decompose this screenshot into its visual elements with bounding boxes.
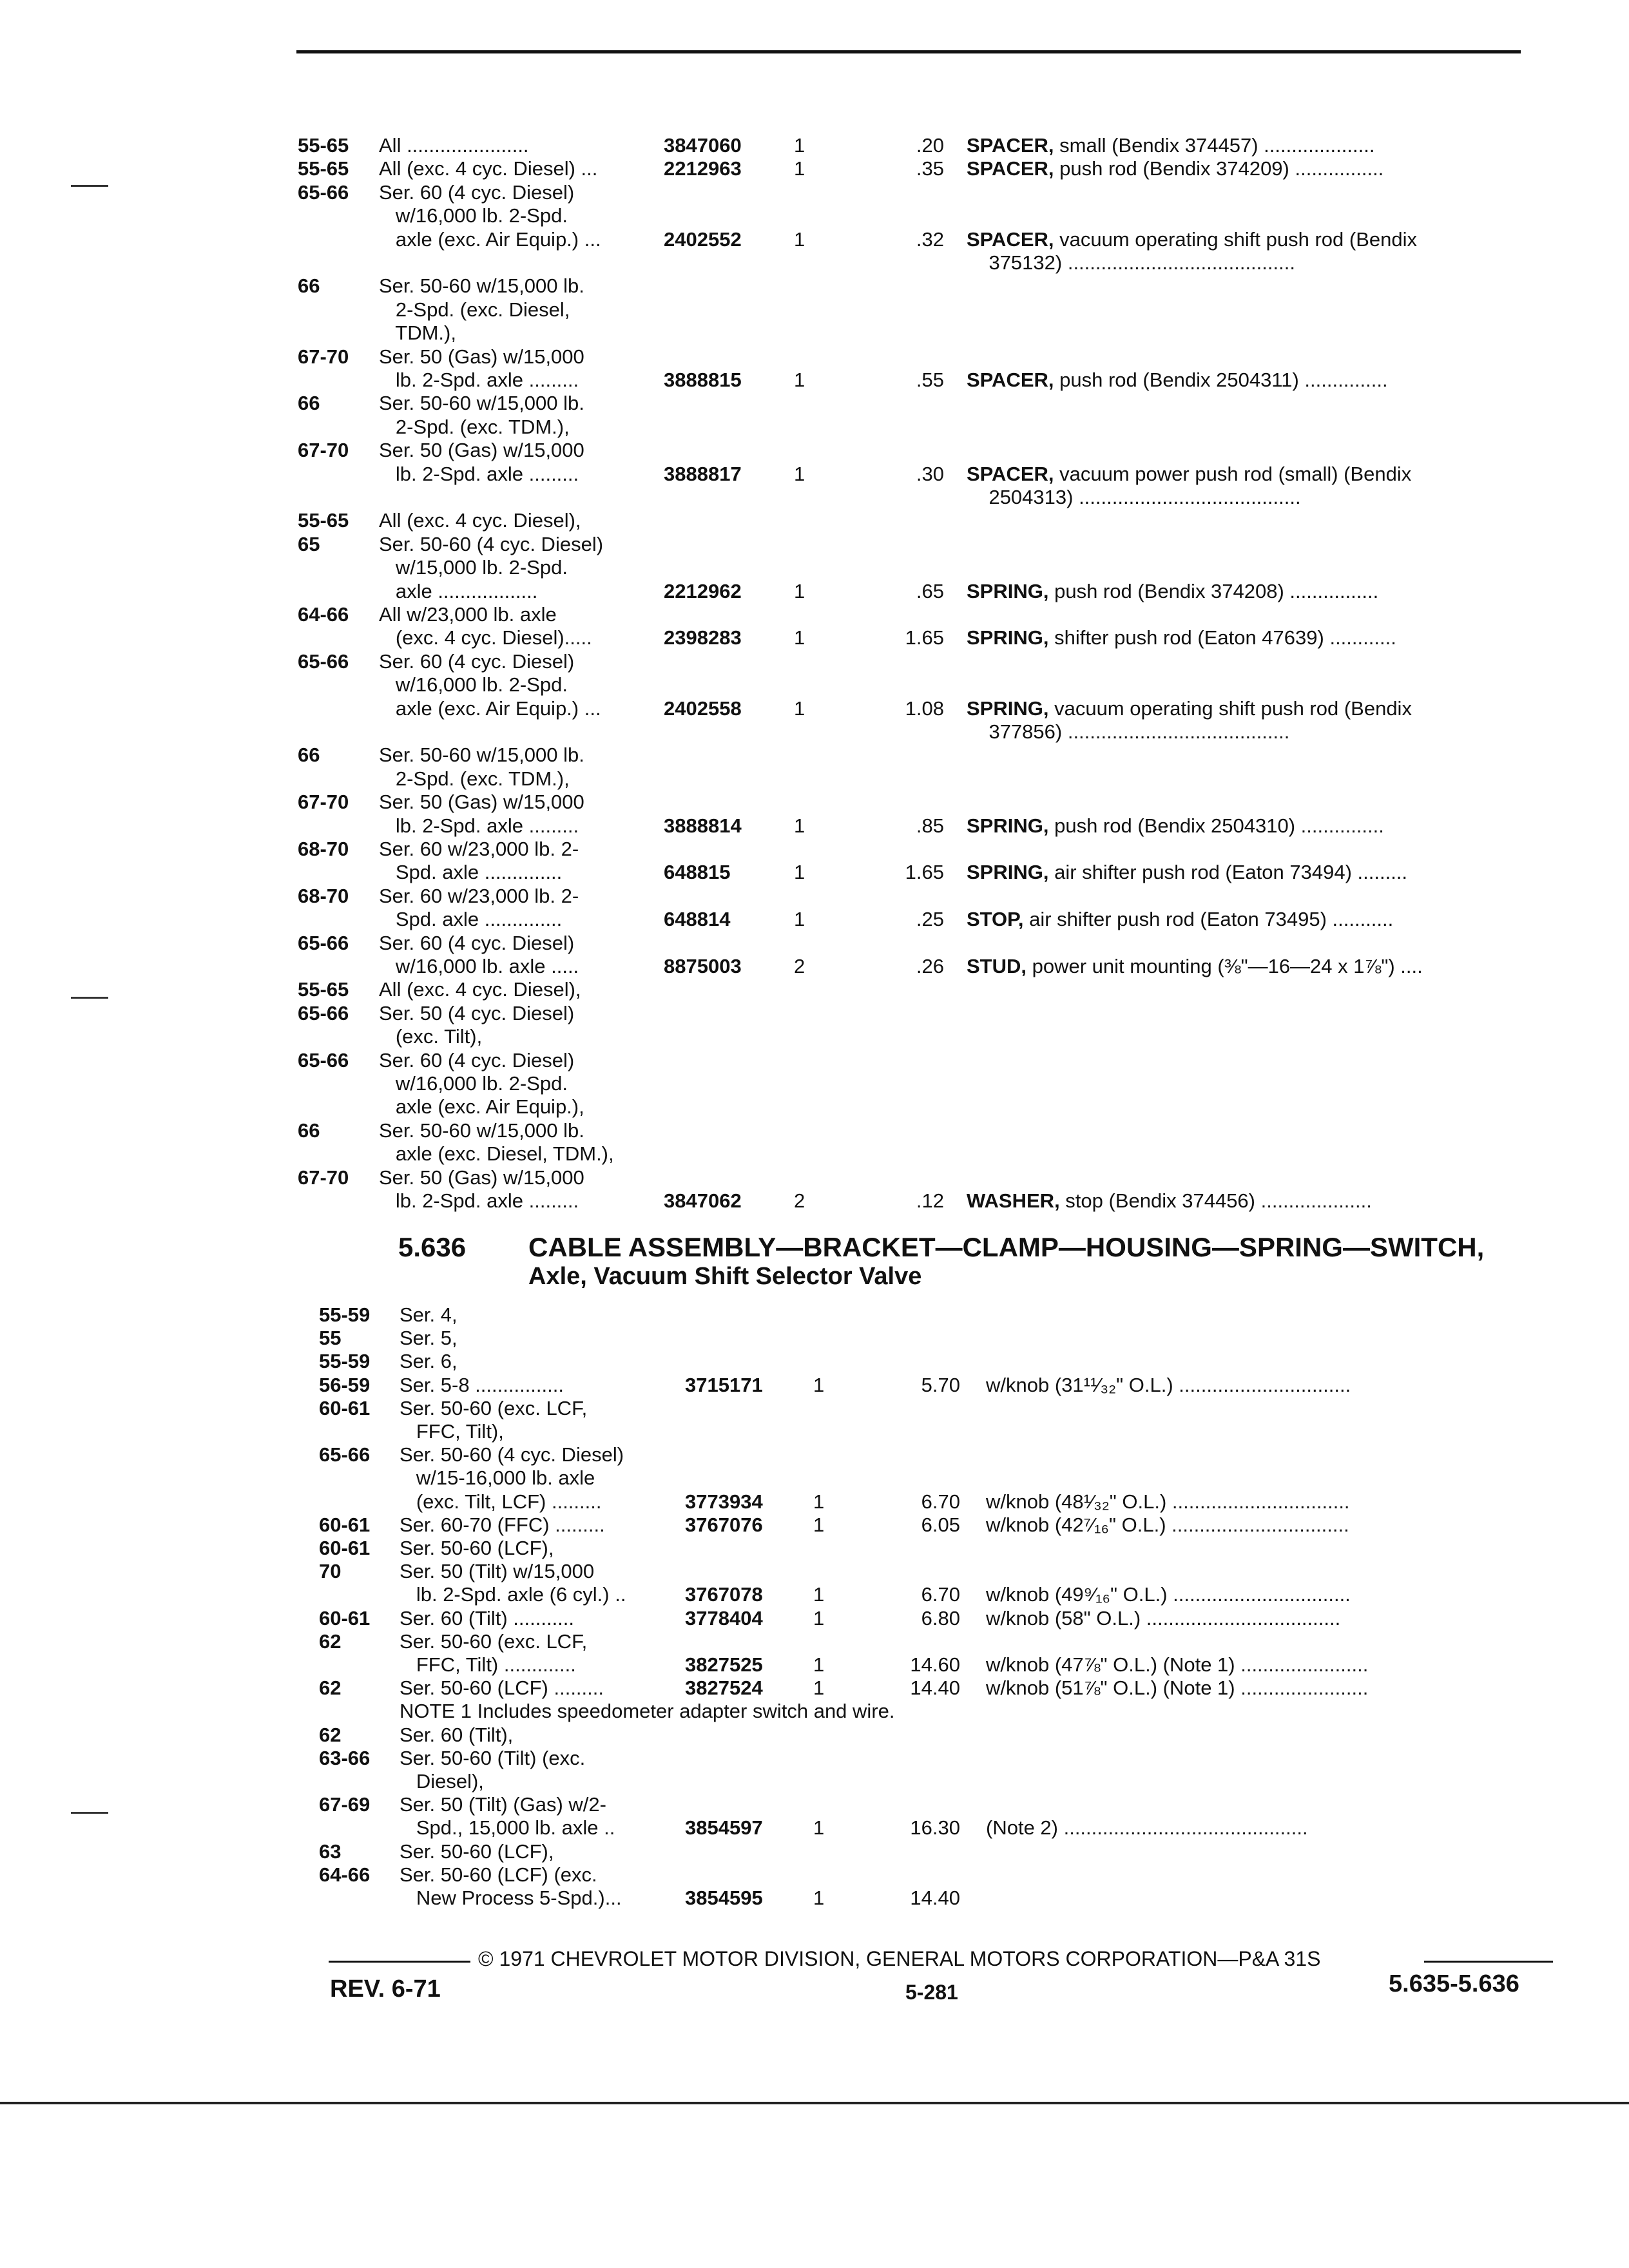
part-name: SPACER,: [967, 134, 1054, 157]
application: Ser. 60 (4 cyc. Diesel): [379, 180, 575, 204]
description-text: air shifter push rod (Eaton 73494) .........: [1048, 861, 1408, 884]
part-name: SPACER,: [967, 462, 1054, 485]
part-number: 2402552: [664, 227, 742, 251]
application: All w/23,000 lb. axle: [379, 603, 557, 626]
description-text: vacuum operating shift push rod (Bendix: [1054, 227, 1417, 251]
part-number: 2212963: [664, 157, 742, 180]
quantity: 1: [813, 1583, 825, 1606]
part-number: 2398283: [664, 626, 742, 649]
model-year: 65: [298, 532, 320, 555]
application: Ser. 50-60 w/15,000 lb.: [379, 392, 584, 415]
revision-label: REV. 6-71: [330, 1975, 441, 2003]
model-year: 64-66: [319, 1863, 371, 1886]
footer-rule-left: [329, 1961, 470, 1963]
quantity: 1: [794, 814, 805, 837]
quantity: 1: [794, 908, 805, 931]
description-text: push rod (Bendix 374209) ................: [1054, 157, 1384, 180]
application: w/16,000 lb. 2-Spd.: [379, 673, 568, 697]
application: Ser. 60 w/23,000 lb. 2-: [379, 838, 579, 860]
model-year: 55-65: [298, 978, 349, 1001]
section-subtitle: Axle, Vacuum Shift Selector Valve: [528, 1263, 922, 1290]
price: .30: [916, 462, 944, 485]
application: axle (exc. Air Equip.) ...: [379, 697, 601, 720]
model-year: 65-66: [298, 931, 349, 954]
price: .20: [916, 134, 944, 157]
application: Ser. 50-60 (4 cyc. Diesel): [400, 1443, 624, 1466]
description-text: vacuum power push rod (small) (Bendix: [1054, 462, 1412, 485]
application: Ser. 50-60 (LCF) .........: [400, 1677, 604, 1700]
application: lb. 2-Spd. axle .........: [379, 462, 579, 485]
description: [967, 463, 1411, 486]
quantity: 1: [813, 1606, 825, 1629]
part-name: SPACER,: [967, 227, 1054, 251]
description: [967, 955, 1423, 978]
application: Ser. 50-60 (LCF),: [400, 1537, 554, 1559]
application: Ser. 5,: [400, 1327, 458, 1350]
description-text: w/knob (48¹⁄₃₂" O.L.) ................................: [986, 1490, 1350, 1513]
description: [986, 1490, 1350, 1514]
part-name: STUD,: [967, 955, 1027, 977]
application: All (exc. 4 cyc. Diesel),: [379, 509, 581, 532]
description: [967, 369, 1388, 392]
description-text: vacuum operating shift push rod (Bendix: [1048, 697, 1412, 720]
footer-rule-right: [1424, 1961, 1553, 1963]
application: Ser. 50-60 (LCF),: [400, 1840, 554, 1863]
description: [967, 861, 1407, 884]
model-year: 66: [298, 274, 320, 298]
application: Ser. 60 (Tilt) ...........: [400, 1606, 575, 1629]
application: Ser. 50-60 (exc. LCF,: [400, 1396, 588, 1419]
description: [967, 626, 1396, 649]
application: Spd., 15,000 lb. axle ..: [400, 1816, 615, 1840]
part-name: SPRING,: [967, 861, 1049, 884]
model-year: 66: [298, 1119, 320, 1142]
part-number: 3767076: [685, 1513, 763, 1536]
part-name: SPACER,: [967, 157, 1054, 180]
model-year: 63-66: [319, 1746, 371, 1769]
quantity: 1: [813, 1513, 825, 1536]
price: .65: [916, 579, 944, 602]
part-number: 8875003: [664, 955, 742, 977]
application: Ser. 50-60 (4 cyc. Diesel): [379, 532, 604, 555]
part-name: STOP,: [967, 908, 1024, 931]
quantity: 1: [813, 1653, 825, 1676]
model-year: 55-59: [319, 1350, 371, 1373]
application: w/16,000 lb. axle .....: [379, 955, 579, 977]
description: [986, 1514, 1349, 1537]
description-text: w/knob (58" O.L.) ...................................: [986, 1606, 1341, 1629]
description-text: push rod (Bendix 374208) ................: [1048, 579, 1379, 602]
description: [967, 580, 1378, 603]
description: [967, 157, 1383, 180]
description: [967, 134, 1374, 157]
application: NOTE 1 Includes speedometer adapter switch and wire.: [400, 1700, 895, 1723]
model-year: 56-59: [319, 1373, 371, 1396]
quantity: 1: [813, 1677, 825, 1700]
part-name: SPRING,: [967, 626, 1049, 649]
quantity: 1: [813, 1373, 825, 1396]
part-number: 2402558: [664, 697, 742, 720]
part-name: SPRING,: [967, 697, 1049, 720]
part-number: 3767078: [685, 1583, 763, 1606]
application: TDM.),: [379, 322, 456, 345]
model-year: 55-65: [298, 134, 349, 157]
section-title: CABLE ASSEMBLY—BRACKET—CLAMP—HOUSING—SPRING—SWITCH,: [528, 1232, 1485, 1262]
application: Spd. axle ..............: [379, 908, 563, 931]
application: (exc. Tilt),: [379, 1025, 483, 1048]
model-year: 62: [319, 1629, 342, 1653]
description-text: 377856) ........................................: [967, 720, 1290, 743]
copyright-line: © 1971 CHEVROLET MOTOR DIVISION, GENERAL MOTORS CORPORATION—P&A 31S: [478, 1947, 1321, 1970]
quantity: 1: [794, 134, 805, 157]
part-name: SPACER,: [967, 369, 1054, 391]
part-number: 3888817: [664, 462, 742, 485]
price: 6.05: [921, 1513, 960, 1536]
price: .25: [916, 908, 944, 931]
description-text: w/knob (51⅞" O.L.) (Note 1) .......................: [986, 1677, 1369, 1700]
price: 14.40: [910, 1887, 960, 1909]
application: All (exc. 4 cyc. Diesel),: [379, 978, 581, 1001]
description: [967, 908, 1393, 931]
quantity: 1: [813, 1887, 825, 1909]
description-text: w/knob (47⅞" O.L.) (Note 1) .......................: [986, 1653, 1369, 1676]
description-text: small (Bendix 374457) ....................: [1054, 134, 1375, 157]
price: 1.08: [905, 697, 944, 720]
price: .26: [916, 955, 944, 977]
price: 14.60: [910, 1653, 960, 1676]
quantity: 1: [794, 157, 805, 180]
application: Ser. 5-8 ................: [400, 1373, 564, 1396]
model-year: 67-69: [319, 1793, 371, 1816]
application: Ser. 50-60 w/15,000 lb.: [379, 744, 584, 767]
application: FFC, Tilt),: [400, 1420, 504, 1443]
model-year: 65-66: [298, 649, 349, 673]
application: Ser. 50-60 (Tilt) (exc.: [400, 1746, 586, 1769]
price: 5.70: [921, 1373, 960, 1396]
description-text: power unit mounting (⅜"—16—24 x 1⅞") ....: [1027, 955, 1423, 977]
description-text: w/knob (31¹¹⁄₃₂" O.L.) ...............................: [986, 1373, 1351, 1396]
part-number: 3854595: [685, 1887, 763, 1909]
description-text: (Note 2) ............................................: [986, 1816, 1308, 1840]
application: lb. 2-Spd. axle .........: [379, 814, 579, 837]
part-number: 3888814: [664, 814, 742, 837]
application: FFC, Tilt) .............: [400, 1653, 576, 1676]
description: [967, 720, 1289, 744]
price: .55: [916, 369, 944, 391]
description-text: shifter push rod (Eaton 47639) ............: [1048, 626, 1396, 649]
application: Ser. 50 (Gas) w/15,000: [379, 1166, 584, 1189]
application: lb. 2-Spd. axle (6 cyl.) ..: [400, 1583, 626, 1606]
application: Ser. 50-60 (LCF) (exc.: [400, 1863, 597, 1886]
part-number: 3778404: [685, 1606, 763, 1629]
description: [986, 1677, 1368, 1700]
description: [986, 1816, 1308, 1840]
model-year: 67-70: [298, 439, 349, 462]
part-number: 2212962: [664, 579, 742, 602]
description-text: air shifter push rod (Eaton 73495) ...........: [1023, 908, 1394, 931]
model-year: 65-66: [298, 1001, 349, 1024]
application: 2-Spd. (exc. Diesel,: [379, 298, 570, 321]
model-year: 67-70: [298, 1166, 349, 1189]
application: Ser. 60-70 (FFC) .........: [400, 1513, 605, 1536]
application: lb. 2-Spd. axle .........: [379, 1189, 579, 1212]
description: [967, 814, 1384, 838]
model-year: 62: [319, 1723, 342, 1746]
price: 1.65: [905, 861, 944, 884]
price: 1.65: [905, 626, 944, 649]
model-year: 55: [319, 1327, 342, 1350]
part-name: SPRING,: [967, 579, 1049, 602]
application: Ser. 50-60 (exc. LCF,: [400, 1629, 588, 1653]
price: 6.80: [921, 1606, 960, 1629]
description-text: 2504313) ........................................: [967, 486, 1301, 508]
part-number: 3854597: [685, 1816, 763, 1840]
part-name: WASHER,: [967, 1189, 1060, 1212]
description-text: 375132) .........................................: [967, 251, 1295, 274]
application: Ser. 60 w/23,000 lb. 2-: [379, 884, 579, 907]
application: New Process 5-Spd.)...: [400, 1887, 622, 1909]
application: Ser. 50 (Gas) w/15,000: [379, 439, 584, 462]
description-text: w/knob (42⁷⁄₁₆" O.L.) ................................: [986, 1513, 1349, 1536]
price: 6.70: [921, 1490, 960, 1513]
part-name: SPRING,: [967, 814, 1049, 837]
model-year: 67-70: [298, 791, 349, 814]
description: [986, 1374, 1351, 1397]
application: axle (exc. Air Equip.),: [379, 1095, 584, 1119]
price: 6.70: [921, 1583, 960, 1606]
application: w/16,000 lb. 2-Spd.: [379, 1072, 568, 1095]
application: Ser. 60 (4 cyc. Diesel): [379, 931, 575, 954]
application: Ser. 60 (4 cyc. Diesel): [379, 649, 575, 673]
model-year: 60-61: [319, 1537, 371, 1559]
application: axle (exc. Diesel, TDM.),: [379, 1142, 614, 1166]
application: Ser. 60 (Tilt),: [400, 1723, 514, 1746]
part-number: 648814: [664, 908, 731, 931]
description: [967, 1189, 1372, 1213]
model-year: 55-59: [319, 1303, 371, 1326]
model-year: 55-65: [298, 157, 349, 180]
application: w/16,000 lb. 2-Spd.: [379, 204, 568, 227]
quantity: 1: [794, 861, 805, 884]
model-year: 68-70: [298, 884, 349, 907]
bottom-rule: [0, 2102, 1629, 2104]
application: Ser. 50 (Gas) w/15,000: [379, 791, 584, 814]
quantity: 1: [794, 579, 805, 602]
quantity: 2: [794, 1189, 805, 1212]
model-year: 65-66: [298, 1048, 349, 1072]
quantity: 1: [794, 227, 805, 251]
application: Ser. 50-60 w/15,000 lb.: [379, 1119, 584, 1142]
quantity: 1: [794, 697, 805, 720]
model-year: 62: [319, 1677, 342, 1700]
application: Ser. 6,: [400, 1350, 458, 1373]
quantity: 1: [813, 1490, 825, 1513]
application: Ser. 50 (Tilt) w/15,000: [400, 1560, 595, 1583]
model-year: 60-61: [319, 1396, 371, 1419]
application: Spd. axle ..............: [379, 861, 563, 884]
application: axle (exc. Air Equip.) ...: [379, 227, 601, 251]
model-year: 60-61: [319, 1606, 371, 1629]
quantity: 1: [794, 369, 805, 391]
description: [967, 228, 1417, 251]
price: .12: [916, 1189, 944, 1212]
description-text: push rod (Bendix 2504310) ...............: [1048, 814, 1384, 837]
price: .32: [916, 227, 944, 251]
application: w/15-16,000 lb. axle: [400, 1466, 595, 1490]
application: w/15,000 lb. 2-Spd.: [379, 556, 568, 579]
price: 16.30: [910, 1816, 960, 1840]
description-text: stop (Bendix 374456) ....................: [1059, 1189, 1372, 1212]
application: lb. 2-Spd. axle .........: [379, 369, 579, 391]
model-year: 70: [319, 1560, 342, 1583]
application: axle ..................: [379, 579, 538, 602]
part-number: 3847062: [664, 1189, 742, 1212]
application: Ser. 4,: [400, 1303, 458, 1326]
section-range: 5.635-5.636: [1389, 1970, 1519, 1997]
application: All (exc. 4 cyc. Diesel) ...: [379, 157, 598, 180]
quantity: 1: [794, 462, 805, 485]
application: 2-Spd. (exc. TDM.),: [379, 415, 570, 438]
part-number: 3827524: [685, 1677, 763, 1700]
application: Ser. 50 (Tilt) (Gas) w/2-: [400, 1793, 606, 1816]
application: Diesel),: [400, 1770, 484, 1792]
model-year: 65-66: [298, 180, 349, 204]
application: Ser. 50 (4 cyc. Diesel): [379, 1001, 575, 1024]
part-number: 3888815: [664, 369, 742, 391]
quantity: 1: [794, 626, 805, 649]
model-year: 66: [298, 392, 320, 415]
application: 2-Spd. (exc. TDM.),: [379, 767, 570, 790]
model-year: 64-66: [298, 603, 349, 626]
application: Ser. 50 (Gas) w/15,000: [379, 345, 584, 368]
page-number: 5-281: [905, 1981, 958, 2004]
part-number: 3715171: [685, 1373, 763, 1396]
model-year: 55-65: [298, 509, 349, 532]
section-number: 5.636: [398, 1232, 467, 1262]
model-year: 67-70: [298, 345, 349, 368]
application: (exc. Tilt, LCF) .........: [400, 1490, 602, 1513]
description: [986, 1583, 1351, 1606]
price: .35: [916, 157, 944, 180]
application: All ......................: [379, 134, 529, 157]
description-text: push rod (Bendix 2504311) ...............: [1054, 369, 1388, 391]
price: 14.40: [910, 1677, 960, 1700]
part-number: 3847060: [664, 134, 742, 157]
model-year: 60-61: [319, 1513, 371, 1536]
model-year: 68-70: [298, 838, 349, 860]
application: (exc. 4 cyc. Diesel).....: [379, 626, 592, 649]
application: Ser. 50-60 w/15,000 lb.: [379, 274, 584, 298]
model-year: 66: [298, 744, 320, 767]
description: [967, 697, 1412, 720]
description: [986, 1607, 1340, 1630]
price: .85: [916, 814, 944, 837]
description: [967, 486, 1301, 509]
description: [986, 1653, 1368, 1677]
part-number: 3773934: [685, 1490, 763, 1513]
model-year: 63: [319, 1840, 342, 1863]
part-number: 648815: [664, 861, 731, 884]
model-year: 65-66: [319, 1443, 371, 1466]
quantity: 2: [794, 955, 805, 977]
description-text: w/knob (49⁹⁄₁₆" O.L.) ................................: [986, 1583, 1351, 1606]
description: [967, 251, 1295, 274]
part-number: 3827525: [685, 1653, 763, 1676]
application: Ser. 60 (4 cyc. Diesel): [379, 1048, 575, 1072]
quantity: 1: [813, 1816, 825, 1840]
